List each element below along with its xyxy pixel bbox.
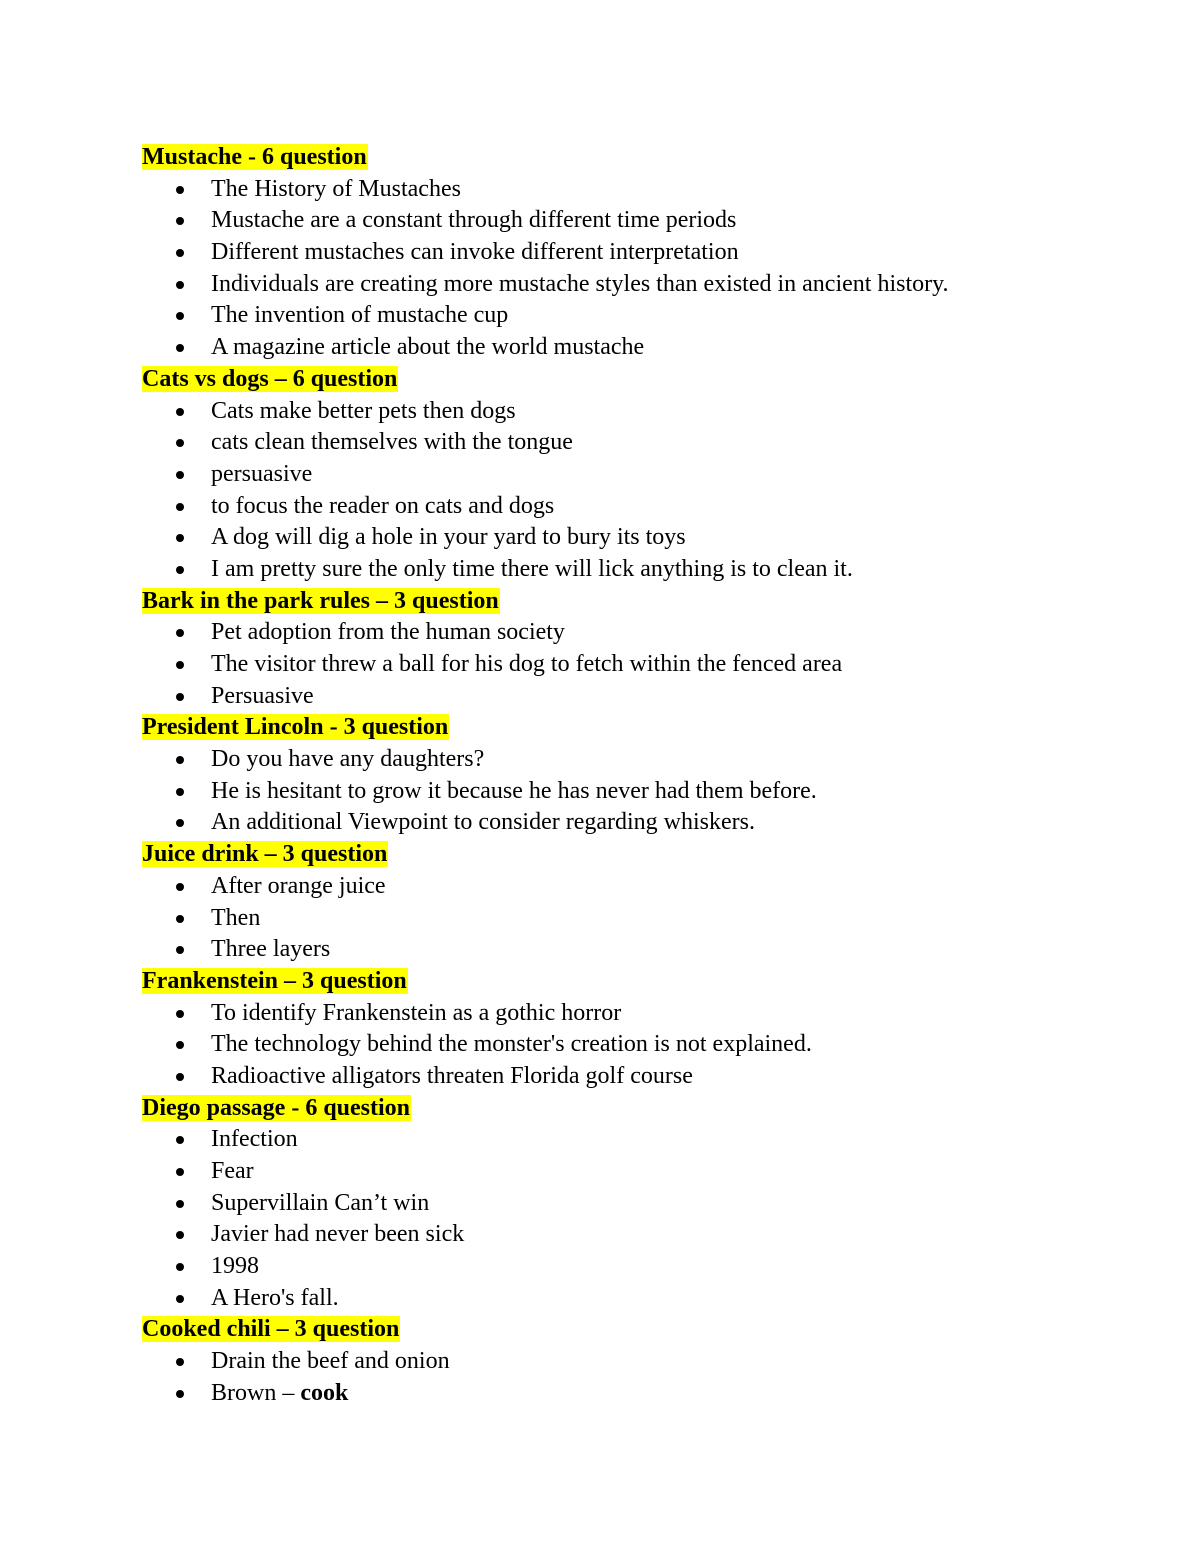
bullet-list: [142, 871, 1142, 966]
list-item-text: The technology behind the monster's creation is not explained.: [211, 1031, 812, 1058]
list-item-text: After orange juice: [211, 872, 386, 899]
list-item-text: Cats make better pets then dogs: [211, 397, 516, 424]
list-item: [142, 807, 1142, 839]
list-item: [142, 1188, 1142, 1220]
list-item-text: The invention of mustache cup: [211, 302, 509, 329]
list-item: [142, 903, 1142, 935]
bullet-icon: [176, 534, 184, 542]
document-body: [142, 142, 1142, 1410]
list-item-text: Three layers: [211, 936, 331, 963]
list-item: [142, 776, 1142, 808]
bullet-icon: [176, 1295, 184, 1303]
section-heading: [142, 364, 1142, 396]
list-item-text: Do you have any daughters?: [211, 746, 485, 773]
list-item-text: Different mustaches can invoke different interpretation: [211, 239, 739, 266]
section-heading-text: Mustache - 6 question: [142, 144, 367, 170]
bullet-list: [142, 1346, 1142, 1409]
list-item-text: Radioactive alligators threaten Florida golf course: [211, 1062, 693, 1089]
list-item: [142, 237, 1142, 269]
list-item-text: Infection: [211, 1126, 298, 1153]
bullet-list: [142, 174, 1142, 364]
bullet-icon: [176, 756, 184, 764]
bullet-icon: [176, 408, 184, 416]
bullet-icon: [176, 661, 184, 669]
bullet-icon: [176, 439, 184, 447]
bullet-icon: [176, 312, 184, 320]
bullet-icon: [176, 1010, 184, 1018]
list-item-text: Persuasive: [211, 682, 314, 709]
list-item-text: to focus the reader on cats and dogs: [211, 492, 555, 519]
list-item-text: Mustache are a constant through different time periods: [211, 207, 737, 234]
list-item-text: Then: [211, 904, 261, 931]
section-heading-text: Juice drink – 3 question: [142, 841, 388, 868]
section-heading-text: Cooked chili – 3 question: [142, 1316, 400, 1343]
list-item-text: An additional Viewpoint to consider regarding whiskers.: [211, 809, 756, 836]
bullet-icon: [176, 946, 184, 954]
section-heading: [142, 142, 1142, 174]
list-item: [142, 522, 1142, 554]
list-item-text: The visitor threw a ball for his dog to fetch within the fenced area: [211, 651, 843, 677]
bullet-icon: [176, 629, 184, 637]
list-item: [142, 1124, 1142, 1156]
list-item-text: Javier had never been sick: [211, 1221, 465, 1248]
list-item: [142, 332, 1142, 364]
bullet-icon: [176, 566, 184, 574]
list-item: [142, 1156, 1142, 1188]
bullet-icon: [176, 186, 184, 194]
bullet-icon: [176, 1168, 184, 1176]
bullet-icon: [176, 915, 184, 923]
section-heading-text: Cats vs dogs – 6 question: [142, 365, 398, 392]
section-heading: [142, 839, 1142, 871]
section-heading: [142, 586, 1142, 618]
list-item: [142, 1219, 1142, 1251]
bullet-icon: [176, 1263, 184, 1271]
list-item: [142, 300, 1142, 332]
list-item-text: He is hesitant to grow it because he has never had them before.: [211, 777, 817, 804]
list-item: [142, 491, 1142, 523]
list-item: [142, 554, 1142, 586]
list-item: [142, 396, 1142, 428]
list-item-bold-text: cook: [300, 1379, 349, 1406]
list-item-text: Drain the beef and onion: [211, 1348, 450, 1375]
list-item-text: A magazine article about the world mustache: [211, 334, 645, 361]
bullet-icon: [176, 1390, 184, 1398]
bullet-list: [142, 617, 1142, 712]
list-item: [142, 871, 1142, 903]
list-item: [142, 459, 1142, 491]
bullet-icon: [176, 471, 184, 479]
bullet-icon: [176, 1231, 184, 1239]
bullet-icon: [176, 217, 184, 225]
list-item: [142, 617, 1142, 649]
list-item-text: Fear: [211, 1158, 254, 1184]
list-item: [142, 174, 1142, 206]
section-heading-text: President Lincoln - 3 question: [142, 714, 449, 741]
list-item: [142, 1061, 1142, 1093]
bullet-icon: [176, 249, 184, 257]
list-item-text: The History of Mustaches: [211, 175, 461, 202]
bullet-icon: [176, 1073, 184, 1081]
list-item: [142, 427, 1142, 459]
bullet-list: [142, 998, 1142, 1093]
list-item-text: I am pretty sure the only time there will lick anything is to clean it.: [211, 555, 853, 582]
bullet-icon: [176, 281, 184, 289]
list-item-text: persuasive: [211, 460, 313, 487]
list-item-text: 1998: [211, 1253, 259, 1280]
bullet-icon: [176, 819, 184, 827]
list-item: [142, 934, 1142, 966]
section-heading: [142, 966, 1142, 998]
bullet-list: [142, 396, 1142, 586]
list-item-text: A Hero's fall.: [211, 1284, 339, 1311]
section-heading: [142, 1093, 1142, 1125]
list-item-text: Brown –: [211, 1379, 301, 1406]
bullet-icon: [176, 1358, 184, 1366]
bullet-icon: [176, 693, 184, 701]
bullet-icon: [176, 344, 184, 352]
list-item-text: A dog will dig a hole in your yard to bury its toys: [211, 524, 686, 551]
section-heading: [142, 1314, 1142, 1346]
list-item-text: To identify Frankenstein as a gothic horror: [211, 999, 622, 1026]
list-item: [142, 269, 1142, 301]
list-item: [142, 681, 1142, 713]
list-item-text: Pet adoption from the human society: [211, 619, 565, 646]
bullet-icon: [176, 883, 184, 891]
bullet-icon: [176, 788, 184, 796]
list-item: [142, 205, 1142, 237]
bullet-list: [142, 1124, 1142, 1314]
list-item: [142, 1251, 1142, 1283]
list-item: [142, 1378, 1142, 1410]
list-item-text: Individuals are creating more mustache styles than existed in ancient history.: [211, 270, 949, 297]
section-heading-text: Frankenstein – 3 question: [142, 967, 407, 994]
bullet-icon: [176, 1200, 184, 1208]
list-item: [142, 1346, 1142, 1378]
section-heading: [142, 712, 1142, 744]
bullet-icon: [176, 1041, 184, 1049]
bullet-icon: [176, 503, 184, 511]
section-heading-text: Diego passage - 6 question: [142, 1094, 411, 1121]
list-item: [142, 649, 1142, 681]
list-item: [142, 744, 1142, 776]
section-heading-text: Bark in the park rules – 3 question: [142, 587, 499, 614]
list-item: [142, 1283, 1142, 1315]
list-item: [142, 1029, 1142, 1061]
list-item-text: Supervillain Can’t win: [211, 1189, 430, 1216]
list-item: [142, 998, 1142, 1030]
bullet-list: [142, 744, 1142, 839]
list-item-text: cats clean themselves with the tongue: [211, 429, 573, 456]
bullet-icon: [176, 1136, 184, 1144]
